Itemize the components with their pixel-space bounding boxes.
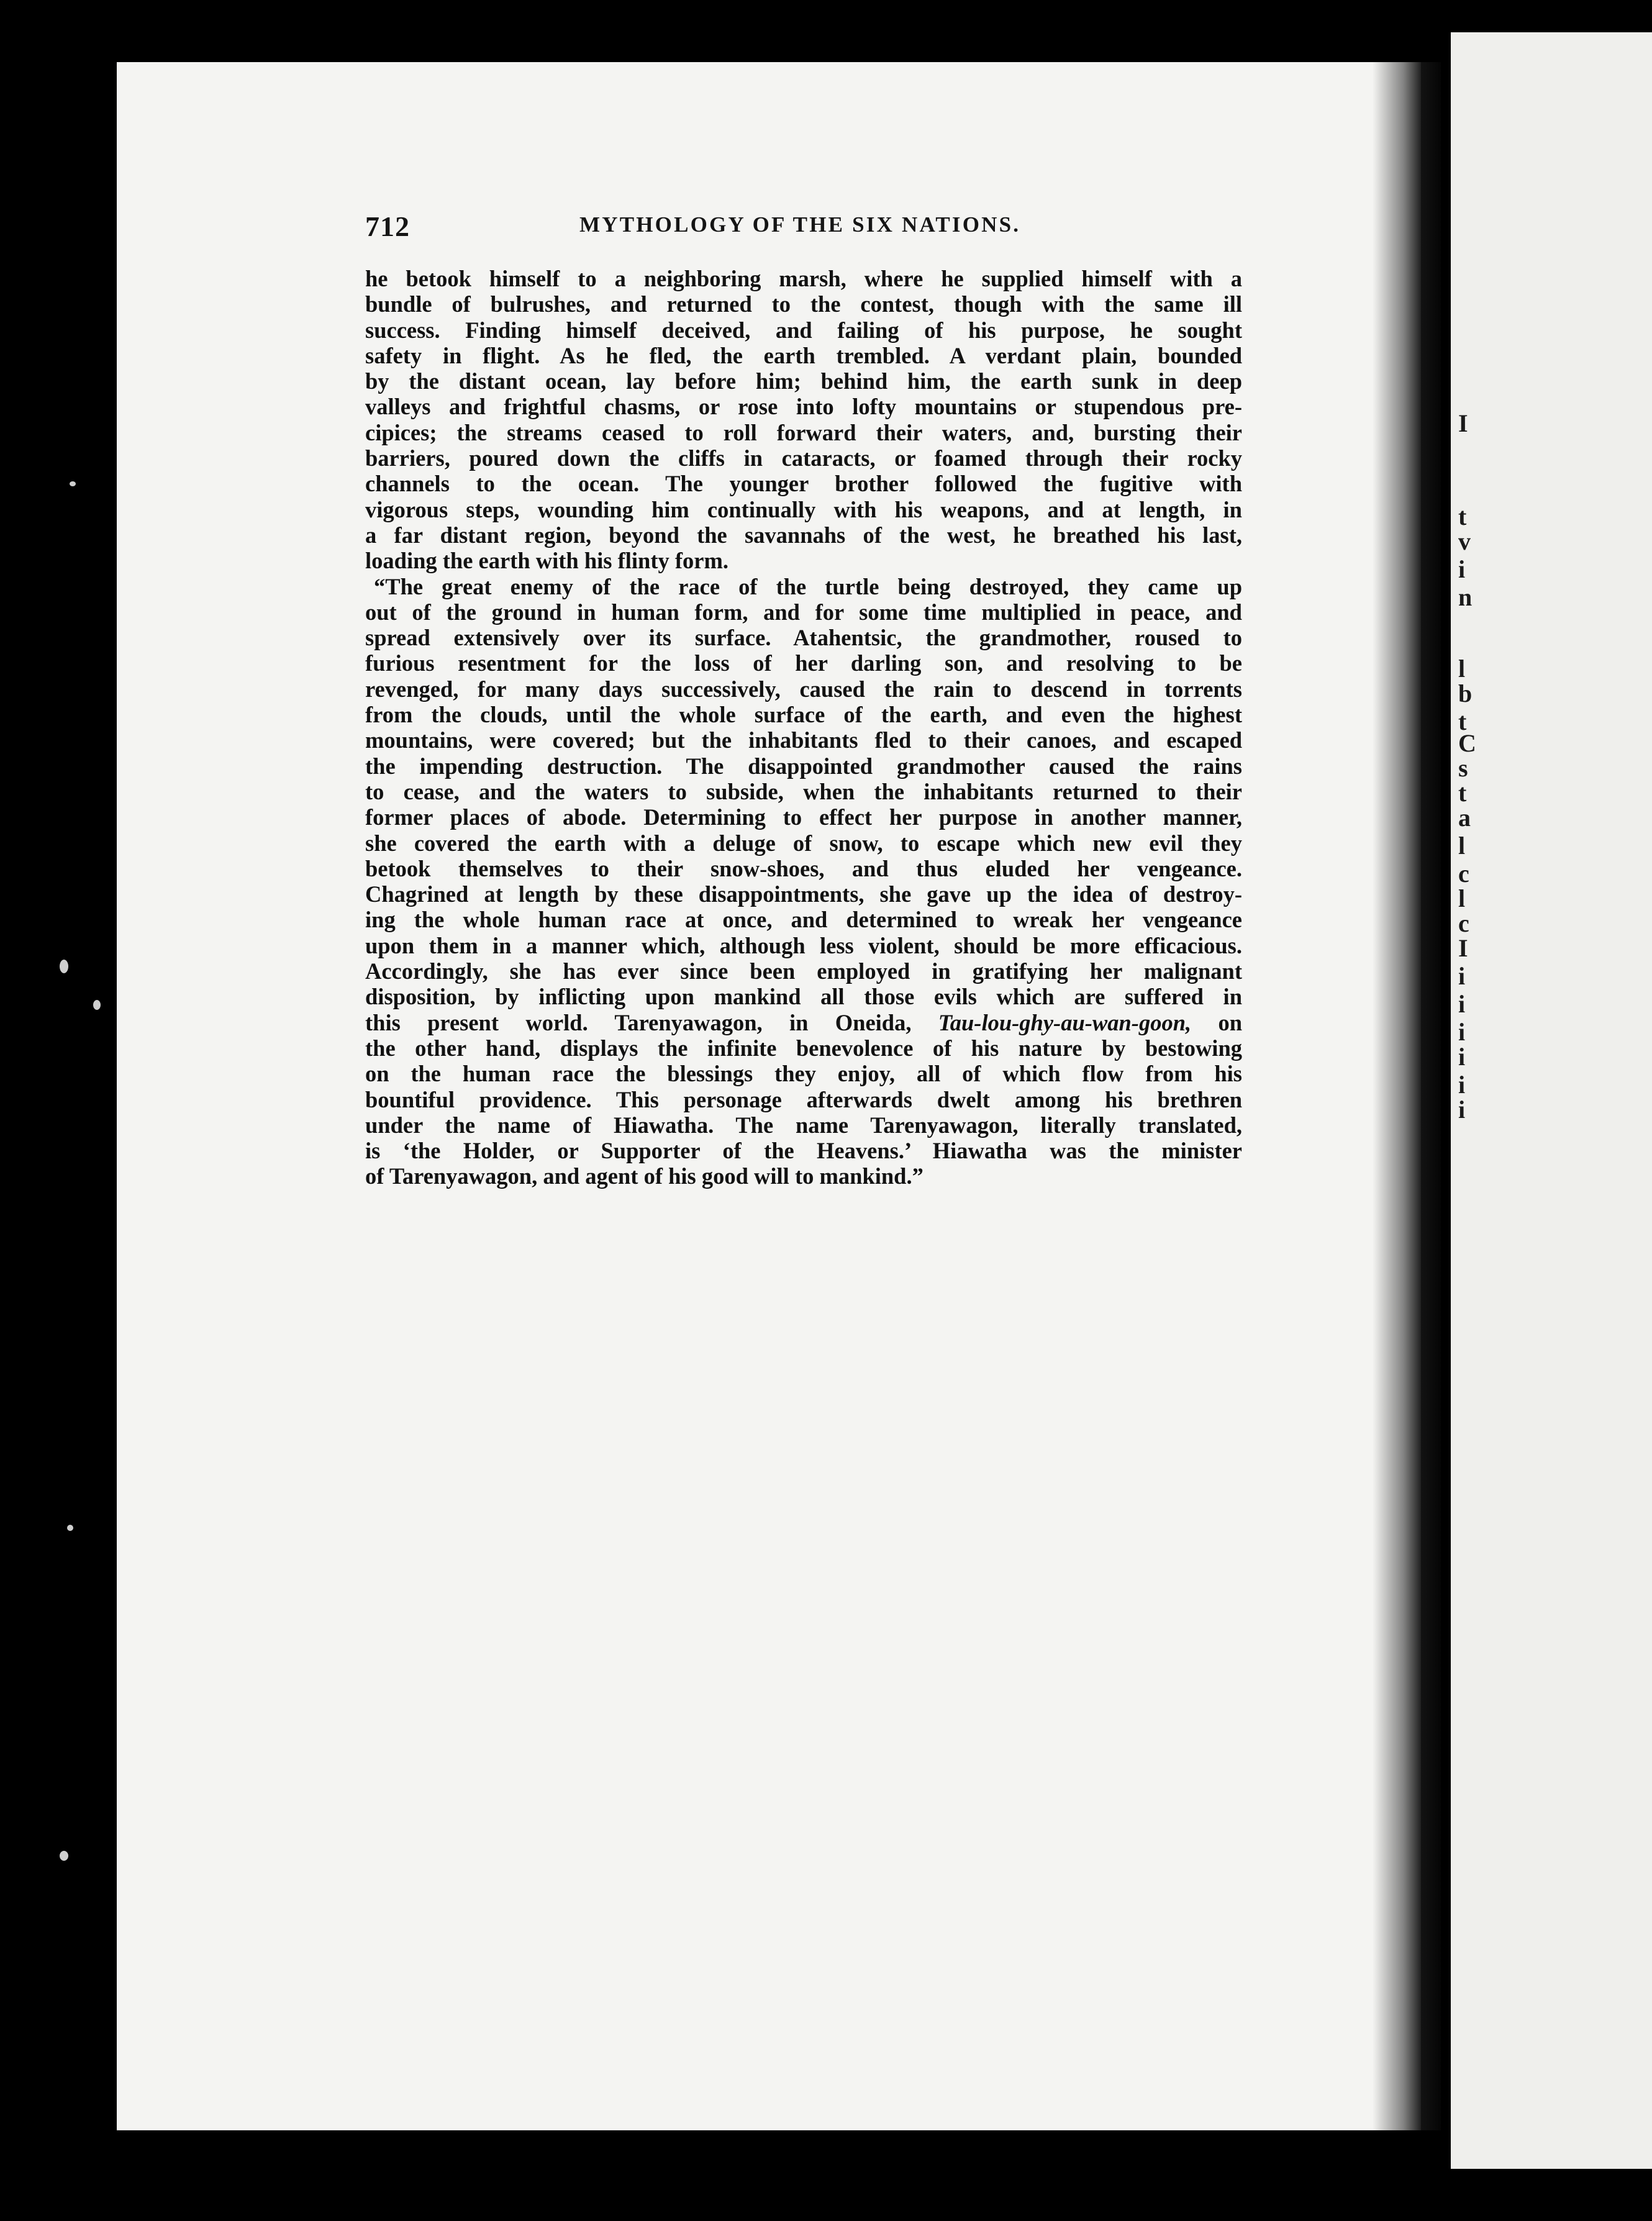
text-line: she covered the earth with a deluge of snow, to escape which new evil they	[365, 830, 1242, 856]
adjacent-page-edge	[1451, 32, 1652, 2169]
adjacent-page-fragment: l	[1458, 655, 1466, 683]
text-line: upon them in a manner which, although less violent, should be more efficacious.	[365, 932, 1242, 958]
text-run: on	[1191, 1009, 1242, 1035]
text-line: barriers, poured down the cliffs in cataracts, or foamed through their rocky	[365, 445, 1242, 471]
scan-speck	[93, 1000, 101, 1010]
text-line: of Tarenyawagon, and agent of his good will to mankind.”	[365, 1163, 924, 1189]
text-line: channels to the ocean. The younger brother followed the fugitive with	[365, 471, 1242, 497]
page-gutter-shadow	[1373, 62, 1441, 2130]
text-line: a far distant region, beyond the savannahs of the west, he breathed his last,	[365, 522, 1242, 548]
text-line: under the name of Hiawatha. The name Tarenyawagon, literally translated,	[365, 1112, 1242, 1138]
text-line: Chagrined at length by these disappointments, she gave up the idea of destroy-	[365, 881, 1242, 907]
page-number: 712	[365, 211, 410, 242]
adjacent-page-fragment: t	[1458, 707, 1467, 735]
text-line: out of the ground in human form, and for some time multiplied in peace, and	[365, 599, 1242, 625]
text-line: the impending destruction. The disappointed grandmother caused the rains	[365, 753, 1242, 779]
adjacent-page-fragment: a	[1458, 804, 1471, 832]
text-line: on the human race the blessings they enjoy, all of which flow from his	[365, 1061, 1242, 1087]
text-line: betook themselves to their snow-shoes, and thus eluded her vengeance.	[365, 855, 1242, 881]
adjacent-page-fragment: i	[1458, 1043, 1466, 1071]
text-line: “The great enemy of the race of the turtle being destroyed, they came up	[374, 573, 1242, 599]
text-line: cipices; the streams ceased to roll forward their waters, and, bursting their	[365, 419, 1242, 445]
italic-term: Tau-lou-ghy-au-wan-goon,	[938, 1009, 1192, 1035]
scan-speck	[67, 1525, 73, 1531]
text-line: valleys and frightful chasms, or rose into lofty mountains or stupendous pre-	[365, 394, 1242, 420]
text-line: ing the whole human race at once, and determined to wreak her vengeance	[365, 907, 1242, 933]
adjacent-page-fragment: i	[1458, 962, 1466, 990]
running-head	[365, 210, 1241, 240]
text-line: safety in flight. As he fled, the earth trembled. A verdant plain, bounded	[365, 342, 1242, 368]
adjacent-page-fragment: i	[1458, 1071, 1466, 1099]
adjacent-page-fragment: I	[1458, 934, 1468, 962]
text-line: former places of abode. Determining to effect her purpose in another manner,	[365, 804, 1242, 830]
text-line	[365, 1010, 1242, 1035]
text-line: by the distant ocean, lay before him; behind him, the earth sunk in deep	[365, 368, 1242, 394]
adjacent-page-fragment: l	[1458, 832, 1466, 860]
text-line: to cease, and the waters to subside, when the inhabitants returned to their	[365, 778, 1242, 804]
text-line: Accordingly, she has ever since been employed in gratifying her malignant	[365, 958, 1242, 984]
adjacent-page-fragment: b	[1458, 679, 1473, 707]
adjacent-page-fragment: i	[1458, 990, 1466, 1018]
text-line: vigorous steps, wounding him continually with his weapons, and at length, in	[365, 496, 1242, 522]
text-line: he betook himself to a neighboring marsh, where he supplied himself with a	[365, 266, 1242, 291]
text-line: from the clouds, until the whole surface of the earth, and even the highest	[365, 702, 1242, 728]
adjacent-page-fragment: n	[1458, 583, 1473, 611]
text-line: loading the earth with his flinty form.	[365, 548, 729, 574]
adjacent-page-fragment: C	[1458, 729, 1476, 757]
scan-speck	[70, 481, 76, 486]
adjacent-page-fragment: t	[1458, 502, 1467, 530]
text-line: is ‘the Holder, or Supporter of the Heavens.’ Hiawatha was the minister	[365, 1138, 1242, 1164]
text-run: this present world. Tarenyawagon, in Oneida,	[365, 1009, 938, 1035]
adjacent-page-fragment: i	[1458, 1096, 1466, 1124]
adjacent-page-fragment: c	[1458, 860, 1469, 888]
text-line: success. Finding himself deceived, and failing of his purpose, he sought	[365, 317, 1242, 343]
text-line: furious resentment for the loss of her darling son, and resolving to be	[365, 650, 1242, 676]
text-line: spread extensively over its surface. Atahentsic, the grandmother, roused to	[365, 625, 1242, 651]
adjacent-page-fragment: v	[1458, 527, 1471, 555]
text-line: mountains, were covered; but the inhabitants fled to their canoes, and escaped	[365, 727, 1242, 753]
text-line: the other hand, displays the infinite benevolence of his nature by bestowing	[365, 1035, 1242, 1061]
scan-speck	[60, 960, 68, 973]
text-line: revenged, for many days successively, caused the rain to descend in torrents	[365, 676, 1242, 702]
adjacent-page-fragment: l	[1458, 884, 1466, 912]
adjacent-page-fragment: i	[1458, 555, 1466, 583]
adjacent-page-fragment: I	[1458, 409, 1468, 437]
adjacent-page-fragment: t	[1458, 779, 1467, 807]
text-line: bountiful providence. This personage afterwards dwelt among his brethren	[365, 1086, 1242, 1112]
scan-speck	[60, 1851, 68, 1861]
adjacent-page-fragment: s	[1458, 754, 1468, 782]
adjacent-page-fragment: i	[1458, 1018, 1466, 1046]
adjacent-page-fragment: c	[1458, 909, 1469, 937]
running-title: MYTHOLOGY OF THE SIX NATIONS.	[579, 212, 1021, 237]
body-text	[365, 266, 1242, 1189]
text-line: disposition, by inflicting upon mankind all those evils which are suffered in	[365, 984, 1242, 1010]
text-line: bundle of bulrushes, and returned to the contest, though with the same ill	[365, 291, 1242, 317]
